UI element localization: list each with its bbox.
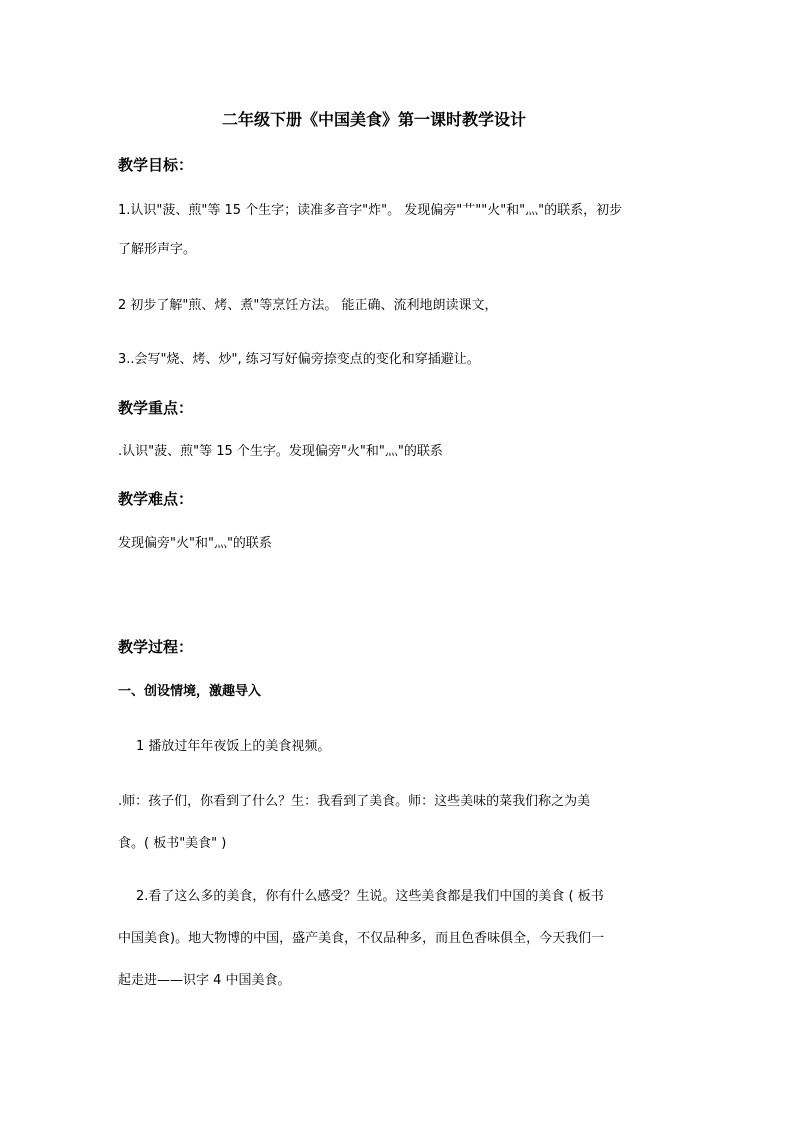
process-line-5: 中国美食)。地大物博的中国，盛产美食，不仅品种多，而且色香味俱全，今天我们一: [118, 931, 605, 946]
process-line-2: .师：孩子们，你看到了什么？生：我看到了美食。师：这些美味的菜我们称之为美: [118, 794, 591, 809]
page-title: 二年级下册《中国美食》第一课时教学设计: [222, 110, 527, 129]
difficulties-text: 发现偏旁"火"和"灬"的联系: [118, 536, 272, 551]
process-line-1: 1 播放过年年夜饭上的美食视频。: [136, 739, 331, 754]
objective-line-3: 2 初步了解"煎、烤、煮"等烹饪方法。 能正确、流利地朗读课文，: [118, 298, 498, 313]
objective-line-1: 1.认识"菠、煎"等 15 个生字；读准多音字"炸"。 发现偏旁"艹""火"和"灬"的联系，初步: [118, 203, 623, 218]
objective-line-2: 了解形声字。: [118, 242, 197, 257]
objectives-heading: 教学目标：: [118, 156, 194, 174]
difficulties-heading: 教学难点：: [118, 490, 194, 508]
key-points-heading: 教学重点：: [118, 399, 194, 417]
objective-line-4: 3..会写"烧、烤、炒", 练习写好偏旁捺变点的变化和穿插避让。: [118, 352, 480, 367]
process-line-4: 2.看了这么多的美食，你有什么感受？生说。这些美食都是我们中国的美食 ( 板书: [136, 889, 604, 904]
process-line-6: 起走进——识字 4 中国美食。: [118, 973, 291, 988]
process-heading: 教学过程：: [118, 638, 194, 656]
section1-heading: 一、创设情境，激趣导入: [118, 684, 262, 699]
key-points-text: .认识"菠、煎"等 15 个生字。发现偏旁"火"和"灬"的联系: [118, 444, 443, 459]
process-line-3: 食。( 板书"美食" ): [118, 836, 227, 851]
